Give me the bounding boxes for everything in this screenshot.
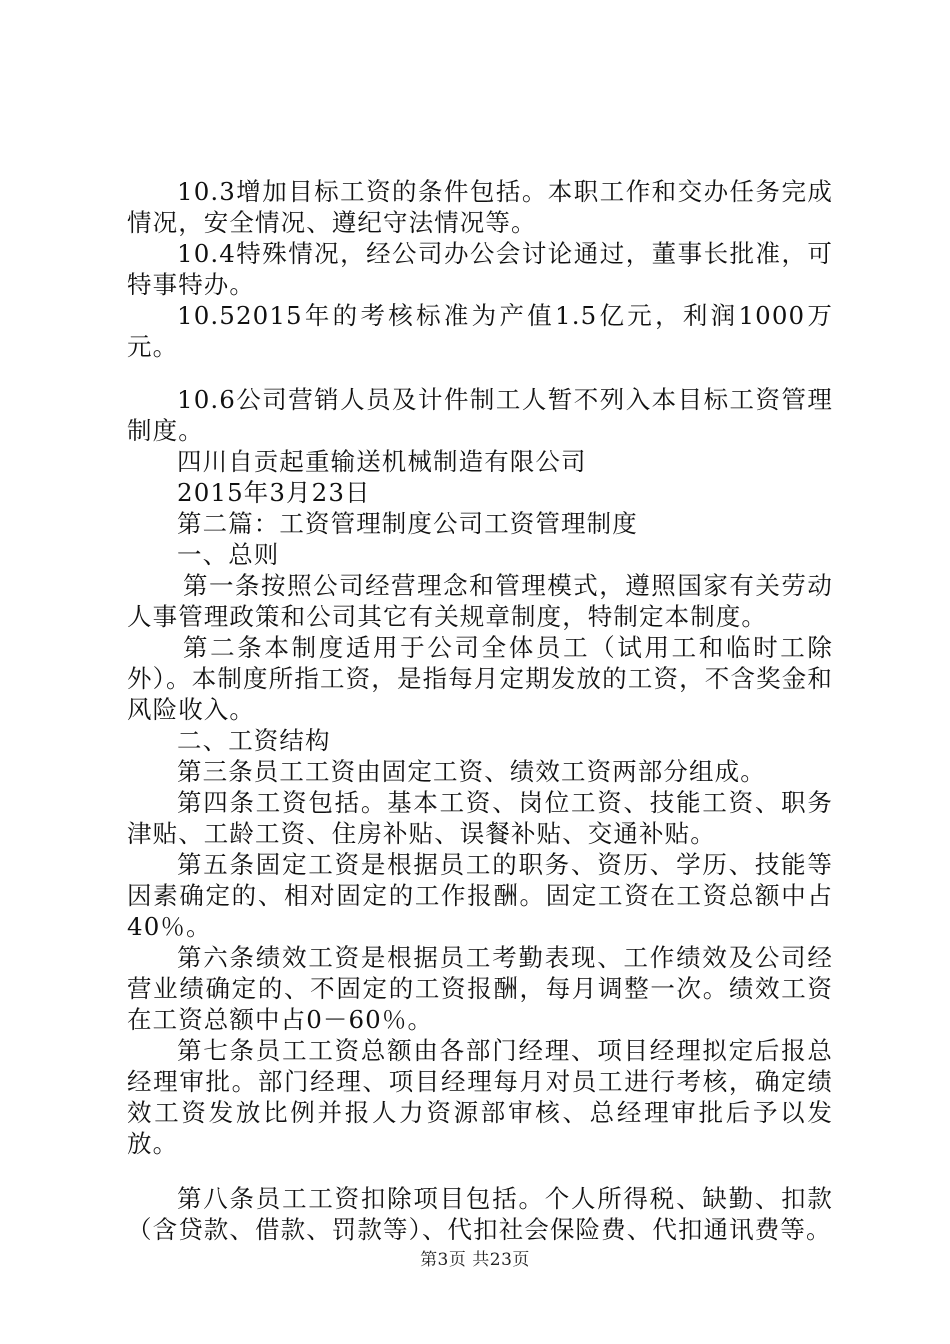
article-7: 第七条员工工资总额由各部门经理、项目经理拟定后报总经理审批。部门经理、项目经理每月对员工进行考核，确定绩效工资发放比例并报人力资源部审核、总经理审批后予以发放。	[127, 1036, 833, 1158]
section-title: 第二篇：工资管理制度公司工资管理制度	[177, 509, 638, 538]
document-body	[127, 176, 833, 1245]
paragraph-10-4: 10.4特殊情况，经公司办公会讨论通过，董事长批准，可特事特办。	[127, 239, 833, 299]
heading-general: 一、总则	[177, 540, 280, 569]
paragraph-10-6: 10.6公司营销人员及计件制工人暂不列入本目标工资管理制度。	[127, 385, 833, 445]
article-2: 第二条本制度适用于公司全体员工（试用工和临时工除外）。本制度所指工资，是指每月定期发放的工资，不含奖金和风险收入。	[127, 633, 833, 724]
article-8: 第八条员工工资扣除项目包括。个人所得税、缺勤、扣款（含贷款、借款、罚款等）、代扣社会保险费、代扣通讯费等。	[127, 1184, 833, 1244]
document-date: 2015年3月23日	[177, 478, 371, 507]
page-footer: 第3页 共23页	[420, 1250, 530, 1270]
paragraph-10-3: 10.3增加目标工资的条件包括。本职工作和交办任务完成情况，安全情况、遵纪守法情况等。	[127, 177, 833, 237]
article-5: 第五条固定工资是根据员工的职务、资历、学历、技能等因素确定的、相对固定的工作报酬。固定工资在工资总额中占40％。	[127, 850, 833, 941]
company-name: 四川自贡起重输送机械制造有限公司	[177, 447, 587, 476]
article-4: 第四条工资包括。基本工资、岗位工资、技能工资、职务津贴、工龄工资、住房补贴、误餐补贴、交通补贴。	[127, 788, 833, 848]
paragraph-10-5: 10.52015年的考核标准为产值1.5亿元，利润1000万元。	[127, 301, 833, 361]
article-3: 第三条员工工资由固定工资、绩效工资两部分组成。	[177, 757, 766, 786]
heading-wage-structure: 二、工资结构	[177, 726, 331, 755]
article-6: 第六条绩效工资是根据员工考勤表现、工作绩效及公司经营业绩确定的、不固定的工资报酬，每月调整一次。绩效工资在工资总额中占0－60％。	[127, 943, 833, 1034]
article-1: 第一条按照公司经营理念和管理模式，遵照国家有关劳动人事管理政策和公司其它有关规章制度，特制定本制度。	[127, 571, 833, 631]
